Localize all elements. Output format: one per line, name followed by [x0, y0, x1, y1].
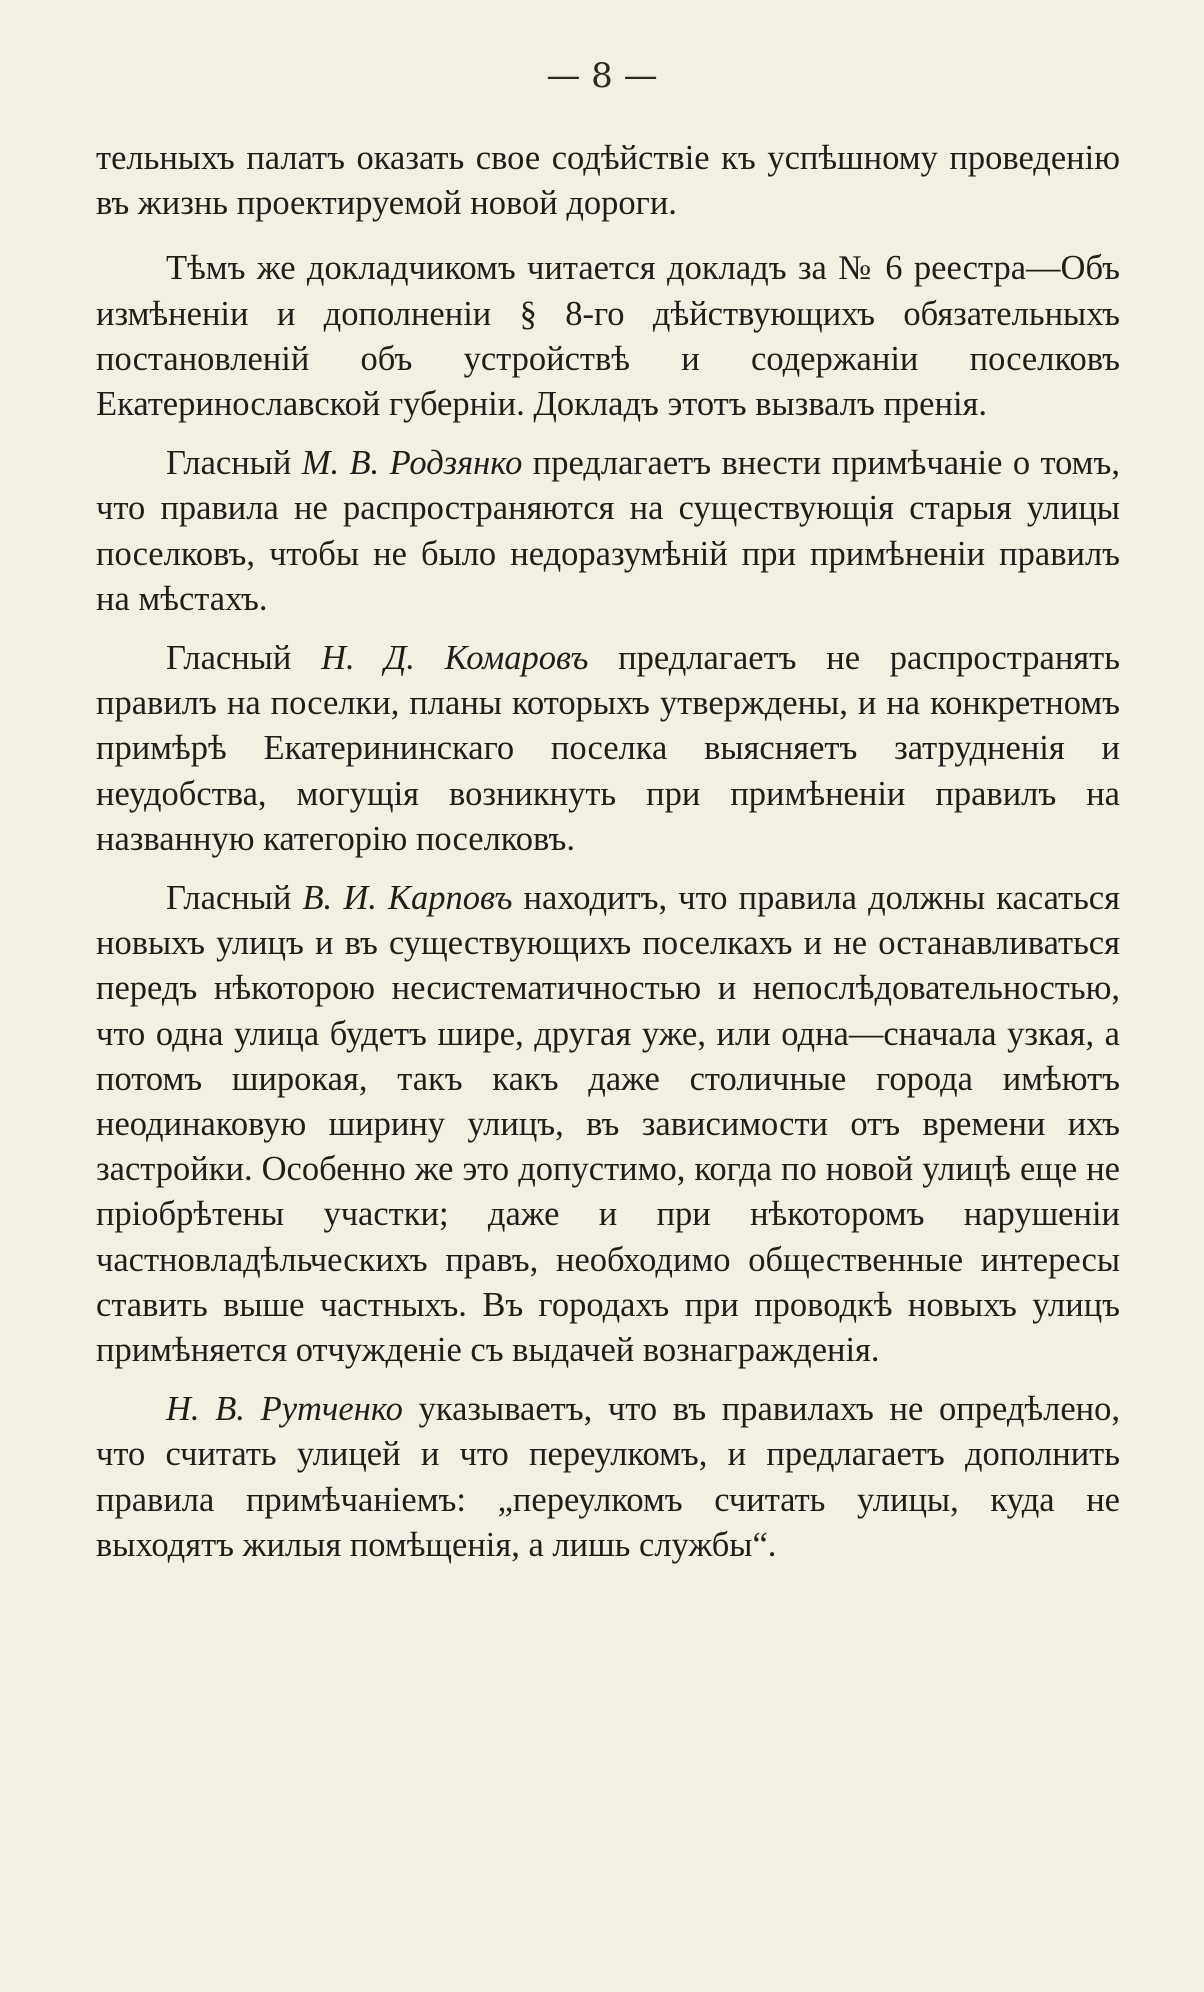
speaker-name: В. И. Карповъ — [302, 879, 513, 918]
paragraph-text: Тѣмъ же докладчикомъ читается докладъ за № 6 реестра—Объ измѣненіи и дополненіи § 8-го дѣйствующихъ обязательныхъ постановленій объ устройствѣ и содержаніи поселковъ Екатеринославской губерніи. Докладъ этотъ вызвалъ пренія. — [96, 249, 1120, 424]
body-text — [96, 136, 1120, 1582]
paragraph-lead: Гласный — [166, 879, 303, 918]
paragraph-text: находитъ, что правила должны касаться новыхъ улицъ и въ существующихъ поселкахъ и не останавливаться передъ нѣкоторою несистематичностью и непослѣдовательностью, что одна улица будетъ шире, другая уже, или одна—сначала узкая, а потомъ широкая, такъ какъ даже столичные города имѣютъ неодинаковую ширину улицъ, въ зависимости отъ времени ихъ застройки. Особенно же это допустимо, когда по новой улицѣ еще не пріобрѣтены участки; даже и при нѣкоторомъ нарушеніи частновладѣльческихъ правъ, необходимо общественные интересы ставить выше частныхъ. Въ городахъ при проводкѣ новыхъ улицъ примѣняется отчужденіе съ выдачей вознагражденія. — [96, 879, 1120, 1370]
speaker-name: Н. Д. Комаровъ — [321, 639, 589, 678]
speaker-name: Н. В. Рутченко — [166, 1390, 403, 1429]
paragraph-continuation — [96, 136, 1120, 226]
paragraph-rutchenko — [96, 1387, 1120, 1568]
paragraph-text: предлагаетъ внести примѣчаніе о томъ, что правила не распространяются на существующія старыя улицы поселковъ, чтобы не было недоразумѣній при примѣненіи правилъ на мѣстахъ. — [96, 444, 1120, 618]
paragraph-karpov — [96, 876, 1120, 1373]
paragraph-lead: Гласный — [166, 444, 302, 483]
paragraph-komarov — [96, 636, 1120, 862]
speaker-name: М. В. Родзянко — [301, 444, 523, 483]
paragraph-report-6 — [96, 246, 1120, 427]
page-number: — 8 — — [546, 56, 658, 96]
paragraph-rodzyanko — [96, 441, 1120, 622]
paragraph-text: тельныхъ палатъ оказать свое содѣйствіе къ успѣшному проведенію въ жизнь проектируемой новой дороги. — [96, 139, 1120, 223]
paragraph-text: указываетъ, что въ правилахъ не опредѣлено, что считать улицей и что переулкомъ, и предлагаетъ дополнить правила примѣчаніемъ: „переулкомъ считать улицы, куда не выходятъ жилыя помѣщенія, а лишь службы“. — [96, 1390, 1120, 1564]
paragraph-lead: Гласный — [166, 639, 322, 678]
paragraph-text: предлагаетъ не распространять правилъ на поселки, планы которыхъ утверждены, и на конкретномъ примѣрѣ Екатерининскаго поселка выясняетъ затрудненія и неудобства, могущія возникнуть при примѣненіи правилъ на названную категорію поселковъ. — [96, 639, 1120, 858]
